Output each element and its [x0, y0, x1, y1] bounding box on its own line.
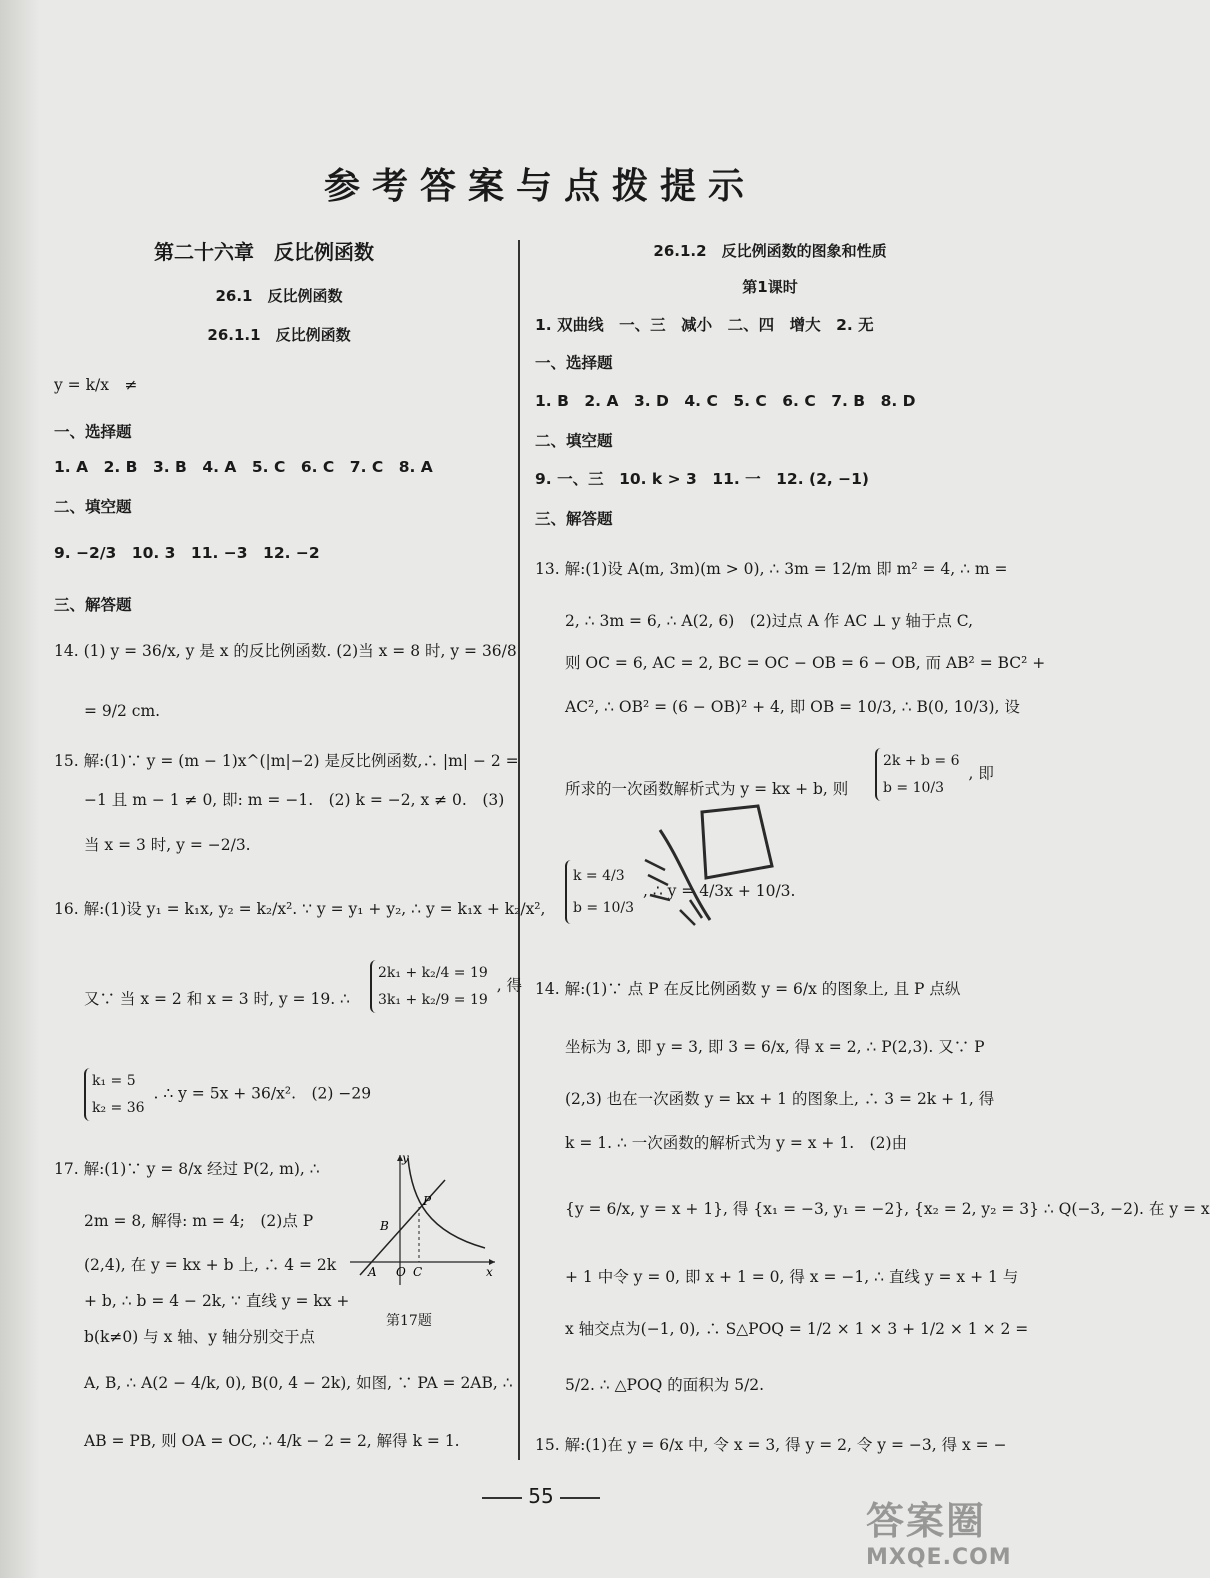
watermark-big: 答案圈 [866, 1499, 987, 1543]
handwriting-scribble [640, 800, 780, 940]
q17-line6: A, B, ∴ A(2 − 4/k, 0), B(0, 4 − 2k), 如图, ∵ PA = 2AB, ∴ [84, 1374, 513, 1392]
q16-result [84, 1068, 371, 1121]
page-number-text: 55 [528, 1484, 554, 1508]
q13-line3: 则 OC = 6, AC = 2, BC = OC − OB = 6 − OB, 而 AB² = BC² + [565, 654, 1046, 672]
q13-line1: 13. 解:(1)设 A(m, 3m)(m > 0), ∴ 3m = 12/m 即 m² = 4, ∴ m = [535, 560, 1008, 578]
fill-answers: 9. −2/3 10. 3 11. −3 12. −2 [54, 544, 320, 562]
graph-label-y: y [402, 1151, 409, 1165]
right-line1: 1. 双曲线 一、三 减小 二、四 增大 2. 无 [535, 316, 874, 334]
q13-line2: 2, ∴ 3m = 6, ∴ A(2, 6) (2)过点 A 作 AC ⊥ y 轴于点 C, [565, 612, 974, 630]
graph-caption: 第17题 [386, 1313, 432, 1329]
choice-answers: 1. A 2. B 3. B 4. A 5. C 6. C 7. C 8. A [54, 458, 433, 476]
subsection-heading: 26.1.1 反比例函数 [207, 326, 351, 344]
q13-result-brace [565, 860, 634, 924]
q17-graph [340, 1150, 500, 1290]
binding-shadow [0, 0, 40, 1578]
q17-line2: 2m = 8, 解得: m = 4; (2)点 P [84, 1212, 314, 1230]
graph-label-x: x [486, 1265, 493, 1279]
q16-system-brace [370, 960, 488, 1013]
q16-k1: k₁ = 5 [92, 1073, 136, 1089]
q17-line1: 17. 解:(1)∵ y = 8/x 经过 P(2, m), ∴ [54, 1160, 320, 1178]
q14r-line2: 坐标为 3, 即 y = 3, 即 3 = 6/x, 得 x = 2, ∴ P(2,3). 又∵ P [565, 1038, 985, 1056]
q13-system-brace [875, 748, 960, 801]
q14-line1: 14. (1) y = 36/x, y 是 x 的反比例函数. (2)当 x = 8 时, y = 36/8 [54, 642, 517, 660]
q17-line3: (2,4), 在 y = kx + b 上, ∴ 4 = 2k [84, 1256, 337, 1274]
q15-line2: −1 且 m − 1 ≠ 0, 即: m = −1. (2) k = −2, x ≠ 0. (3) [84, 791, 505, 809]
chapter-heading: 第二十六章 反比例函数 [154, 240, 374, 264]
q14-line2: = 9/2 cm. [84, 702, 161, 720]
q13-result-tail: , ∴ y = 4/3x + 10/3. [642, 882, 796, 901]
q14r-line1: 14. 解:(1)∵ 点 P 在反比例函数 y = 6/x 的图象上, 且 P 点纵 [535, 980, 961, 998]
graph-label-a: A [368, 1265, 377, 1279]
q16-line1: 16. 解:(1)设 y₁ = k₁x, y₂ = k₂/x². ∵ y = y₁ + y₂, ∴ y = k₁x + k₂/x², [54, 900, 546, 918]
page-title: 参考答案与点拨提示 [323, 166, 756, 207]
q13-eq1: 2k + b = 6 [883, 753, 960, 769]
q16-eq2: 3k₁ + k₂/9 = 19 [378, 991, 488, 1008]
q16-k2: k₂ = 36 [92, 1099, 145, 1116]
right-section-fill: 二、填空题 [535, 432, 613, 450]
q17-line5: b(k≠0) 与 x 轴、y 轴分别交于点 [84, 1328, 315, 1346]
right-fill-answers: 9. 一、三 10. k > 3 11. 一 12. (2, −1) [535, 470, 870, 488]
q16-tail: , 得 [496, 976, 523, 995]
q13-b: b = 10/3 [573, 900, 635, 917]
q13-system [875, 748, 994, 801]
graph-label-c: C [413, 1265, 423, 1279]
section-heading: 26.1 反比例函数 [215, 287, 343, 305]
right-section-choice: 一、选择题 [535, 354, 613, 372]
q16-result-tail: . ∴ y = 5x + 36/x². (2) −29 [153, 1084, 372, 1103]
q13-line4: AC², ∴ OB² = (6 − OB)² + 4, 即 OB = 10/3, ∴ B(0, 10/3), 设 [565, 698, 1020, 716]
graph-hyperbola [408, 1158, 485, 1248]
q14r-line3: (2,3) 也在一次函数 y = kx + 1 的图象上, ∴ 3 = 2k + 1, 得 [565, 1090, 995, 1108]
q15-line3: 当 x = 3 时, y = −2/3. [84, 836, 251, 854]
q13-line5: 所求的一次函数解析式为 y = kx + b, 则 [565, 780, 849, 798]
q14r-line6: + 1 中令 y = 0, 即 x + 1 = 0, 得 x = −1, ∴ 直线 y = x + 1 与 [565, 1268, 1019, 1286]
graph-label-b: B [380, 1219, 389, 1233]
section-label-choice: 一、选择题 [54, 423, 132, 441]
right-section-solve: 三、解答题 [535, 510, 613, 528]
right-subsection-heading: 26.1.2 反比例函数的图象和性质 [653, 242, 887, 260]
watermark-logo [866, 1490, 1066, 1574]
page-number-ornament-left [482, 1497, 522, 1499]
q16-eq1: 2k₁ + k₂/4 = 19 [378, 965, 488, 981]
section-label-solve: 三、解答题 [54, 596, 132, 614]
q17-line7: AB = PB, 则 OA = OC, ∴ 4/k − 2 = 2, 解得 k = 1. [84, 1432, 460, 1450]
q13-eq2: b = 10/3 [883, 779, 945, 796]
q14r-line4: k = 1. ∴ 一次函数的解析式为 y = x + 1. (2)由 [565, 1134, 908, 1152]
q16-line2: 又∵ 当 x = 2 和 x = 3 时, y = 19. ∴ [84, 990, 350, 1008]
q13-k: k = 4/3 [573, 868, 625, 884]
q15-line1: 15. 解:(1)∵ y = (m − 1)x^(|m|−2) 是反比例函数,∴ |m| − 2 = [54, 752, 519, 770]
graph-line [360, 1180, 445, 1275]
right-choice-answers: 1. B 2. A 3. D 4. C 5. C 6. C 7. B 8. D [535, 392, 916, 410]
page-number-ornament-right [560, 1497, 600, 1499]
q13-tail: , 即 [968, 764, 994, 783]
lesson-heading: 第1课时 [742, 278, 798, 296]
q14r-line5: {y = 6/x, y = x + 1}, 得 {x₁ = −3, y₁ = −2}, {x₂ = 2, y₂ = 3} ∴ Q(−3, −2). 在 y = x [565, 1200, 1210, 1218]
graph-label-o: O [396, 1265, 406, 1279]
q16-system [370, 960, 522, 1013]
intro-formula: y = k/x ≠ [54, 376, 138, 394]
column-divider [518, 240, 520, 1460]
section-label-fill: 二、填空题 [54, 498, 132, 516]
page-number [476, 1484, 606, 1508]
graph-label-p: P [423, 1194, 432, 1208]
q15r-line1: 15. 解:(1)在 y = 6/x 中, 令 x = 3, 得 y = 2, 令 y = −3, 得 x = − [535, 1436, 1007, 1454]
q14r-line8: 5/2. ∴ △POQ 的面积为 5/2. [565, 1376, 765, 1394]
watermark-small: MXQE.COM [866, 1545, 1012, 1570]
q17-line4: + b, ∴ b = 4 − 2k, ∵ 直线 y = kx + [84, 1292, 350, 1310]
q16-result-brace [84, 1068, 145, 1121]
q14r-line7: x 轴交点为(−1, 0), ∴ S△POQ = 1/2 × 1 × 3 + 1/2 × 1 × 2 = [565, 1320, 1029, 1338]
